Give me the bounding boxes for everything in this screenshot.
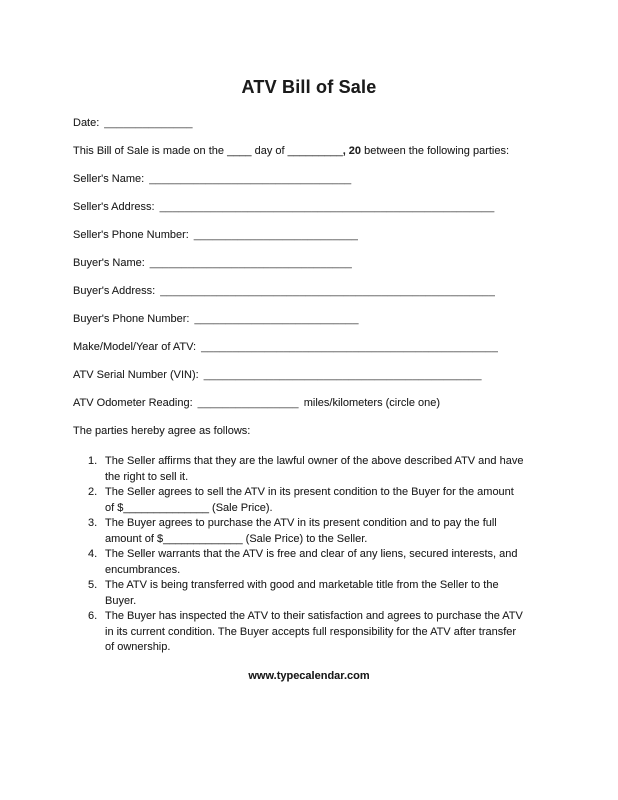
field-odometer-label: ATV Odometer Reading: (73, 397, 193, 409)
field-odometer-units: miles/kilometers (circle one) (303, 397, 441, 409)
field-vin-label: ATV Serial Number (VIN): (73, 369, 199, 381)
field-seller-address-label: Seller's Address: (73, 201, 155, 213)
term-item-2-number: 2. (88, 486, 98, 498)
field-odometer (73, 398, 545, 410)
term-item-2 (73, 485, 525, 516)
field-buyer-address (73, 286, 545, 298)
intro-sentence (73, 146, 545, 158)
terms-list (73, 454, 525, 656)
field-vin-blank: ____________________________________________ (203, 369, 482, 381)
agreement-intro: The parties hereby agree as follows: (73, 425, 251, 437)
field-seller-address-blank: _____________________________________________________ (159, 201, 495, 213)
term-item-1-number: 1. (88, 455, 98, 467)
intro-year-bold: , 20 (342, 145, 362, 157)
footer-url: www.typecalendar.com (248, 669, 370, 682)
field-buyer-phone (73, 314, 545, 326)
field-make-model-year-blank: _______________________________________________ (201, 341, 499, 353)
term-item-2-text: The Seller agrees to sell the ATV in its present condition to the Buyer for the amount of $______________ (Sale Price). (105, 486, 514, 514)
intro-suffix: between the following parties: (361, 145, 510, 157)
term-item-5-number: 5. (88, 579, 98, 591)
field-seller-phone-blank: __________________________ (193, 229, 359, 241)
field-date-blank: ______________ (104, 117, 193, 129)
term-item-3-text: The Buyer agrees to purchase the ATV in its present condition and to pay the full amount of $_____________ (Sale Price) to the Seller. (105, 517, 497, 545)
field-seller-phone (73, 230, 545, 242)
term-item-6 (73, 609, 525, 656)
term-item-1 (73, 454, 525, 485)
field-buyer-name-blank: ________________________________ (149, 257, 352, 269)
field-seller-name-blank: ________________________________ (149, 173, 352, 185)
field-seller-name (73, 174, 545, 186)
field-buyer-address-blank: _____________________________________________________ (160, 285, 496, 297)
term-item-5-text: The ATV is being transferred with good and marketable title from the Seller to the Buyer. (105, 579, 499, 607)
term-item-4 (73, 547, 525, 578)
term-item-1-text: The Seller affirms that they are the lawful owner of the above described ATV and have the right to sell it. (105, 455, 524, 483)
term-item-3-number: 3. (88, 517, 98, 529)
field-buyer-address-label: Buyer's Address: (73, 285, 156, 297)
term-item-6-number: 6. (88, 610, 98, 622)
term-item-4-text: The Seller warrants that the ATV is free and clear of any liens, secured interests, and encumbrances. (105, 548, 518, 576)
field-buyer-name (73, 258, 545, 270)
field-seller-address (73, 202, 545, 214)
field-buyer-phone-label: Buyer's Phone Number: (73, 313, 190, 325)
document-title: ATV Bill of Sale (241, 77, 377, 97)
field-date (73, 118, 545, 130)
term-item-6-text: The Buyer has inspected the ATV to their satisfaction and agrees to purchase the ATV in its current condition. The Buyer accepts full responsibility for the ATV after transfer of ownership. (105, 610, 523, 653)
field-make-model-year-label: Make/Model/Year of ATV: (73, 341, 197, 353)
term-item-4-number: 4. (88, 548, 98, 560)
term-item-3 (73, 516, 525, 547)
field-seller-phone-label: Seller's Phone Number: (73, 229, 189, 241)
field-make-model-year (73, 342, 545, 354)
field-seller-name-label: Seller's Name: (73, 173, 145, 185)
field-buyer-name-label: Buyer's Name: (73, 257, 145, 269)
field-date-label: Date: (73, 117, 100, 129)
field-vin (73, 370, 545, 382)
field-odometer-blank: ________________ (197, 397, 299, 409)
field-buyer-phone-blank: __________________________ (194, 313, 359, 325)
term-item-5 (73, 578, 525, 609)
intro-prefix: This Bill of Sale is made on the ____ day of _________ (73, 145, 343, 157)
